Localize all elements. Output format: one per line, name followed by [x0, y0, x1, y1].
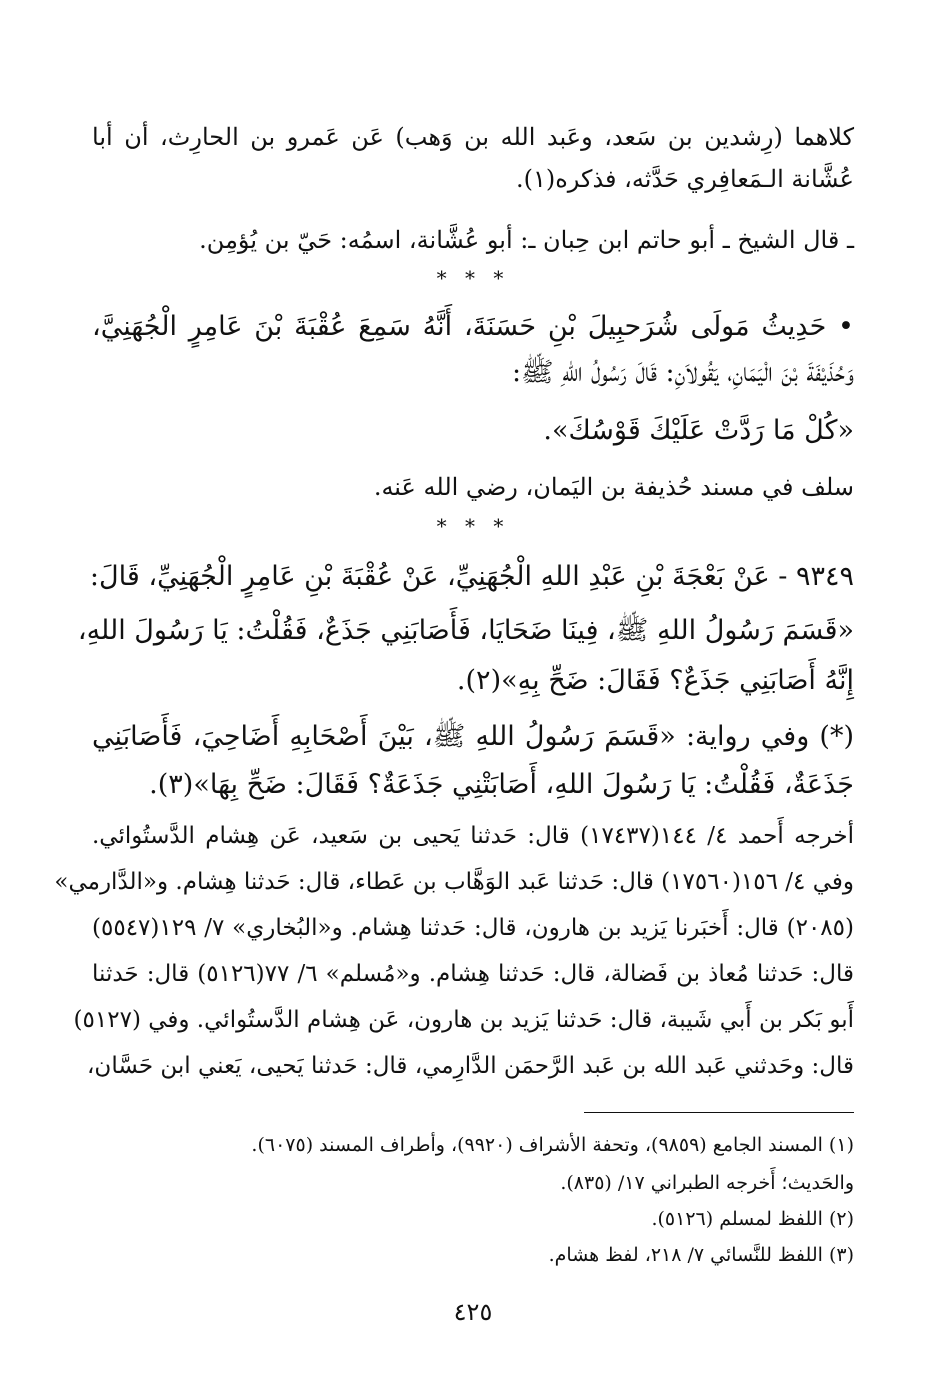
hadith-a-line-2: وَحُذَيْفَةَ بْنَ الْيَمَانِ، يَقُولاَنِ: قَالَ رَسُولُ اللهِ ﷺ:: [511, 357, 854, 388]
page-number: ٤٢٥: [453, 1298, 493, 1326]
intro-line-3: ـ قال الشيخ ـ أبو حاتم ابن حِبان ـ: أبو عُشَّانة، اسمُه: حَيّ بن يُؤمِن.: [199, 226, 854, 254]
hadith-b-line-1: ٩٣٤٩ - عَنْ بَعْجَةَ بْنِ عَبْدِ اللهِ الْجُهَنِيِّ، عَنْ عُقْبَةَ بْنِ عَامِرٍ الْجُهَنِيِّ، قَالَ:: [89, 561, 854, 592]
hadith-a-line-3: «كُلْ مَا رَدَّتْ عَلَيْكَ قَوْسُكَ».: [543, 415, 854, 446]
hadith-a-line-4: سلف في مسند حُذيفة بن اليَمان، رضي الله عَنه.: [373, 473, 854, 501]
takhrij-line-4: قال: حَدثنا مُعاذ بن فَضالة، قال: حَدثنا هِشام. و«مُسلم» ٦/ ٧٧(٥١٢٦) قال: حَدثنا: [92, 961, 855, 987]
hadith-b-line-2: «قَسَمَ رَسُولُ اللهِ ﷺ، فِينَا ضَحَايَا، فَأَصَابَنِي جَذَعٌ، فَقُلْتُ: يَا رَسُولَ اللهِ،: [77, 615, 854, 646]
footnote-1: (١) المسند الجامع (٩٨٥٩)، وتحفة الأشراف (٩٩٢٠)، وأطراف المسند (٦٠٧٥).: [251, 1134, 854, 1156]
takhrij-line-6: قال: وحَدثني عَبد الله بن عَبد الرَّحمَن الدَّارِمي، قال: حَدثنا يَحيى، يَعني ابن حَسَّان،: [87, 1053, 854, 1079]
takhrij-line-1: أخرجه أَحمد ٤/ ١٤٤(١٧٤٣٧) قال: حَدثنا يَحيى بن سَعيد، عَن هِشام الدَّستُوائي.: [92, 823, 854, 849]
hadith-b-line-4: (*) وفي رواية: «قَسَمَ رَسُولُ اللهِ ﷺ، بَيْنَ أَصْحَابِهِ أَضَاحِيَ، فَأَصَابَنِي: [92, 721, 854, 752]
hadith-a-line-1: • حَدِيثُ مَولَى شُرَحبِيلَ بْنِ حَسَنَةَ، أَنَّهُ سَمِعَ عُقْبَةَ بْنَ عَامِرٍ الْجُهَنِيَّ،: [92, 311, 854, 342]
footnote-rule: [584, 1112, 854, 1113]
separator-stars-2: * * *: [436, 514, 510, 538]
takhrij-line-5: أَبو بَكر بن أَبي شَيبة، قال: حَدثنا يَزيد بن هارون، عَن هِشام الدَّستُوائي. وفي (٥١٢٧): [73, 1007, 854, 1033]
footnote-3: (٣) اللفظ للنَّسائي ٧/ ٢١٨، لفظ هشام.: [548, 1244, 854, 1266]
intro-line-2: عُشَّانة الـمَعافِري حَدَّثه، فذكره(١).: [515, 165, 854, 193]
hadith-b-line-5: جَذَعَةٌ، فَقُلْتُ: يَا رَسُولَ اللهِ، أَصَابَتْنِي جَذَعَةٌ؟ فَقَالَ: ضَحِّ بِهَا»(٣).: [149, 769, 854, 800]
footnote-1-continued: والحَديث؛ أَخرجه الطبراني ١٧/ (٨٣٥).: [560, 1172, 854, 1194]
intro-line-1: كلاهما (رِشدين بن سَعد، وعَبد الله بن وَهب) عَن عَمرو بن الحارِث، أن أبا: [92, 123, 854, 151]
takhrij-line-3: (٢٠٨٥) قال: أَخبَرنا يَزيد بن هارون، قال: حَدثنا هِشام. و«البُخاري» ٧/ ١٢٩(٥٥٤٧): [92, 915, 854, 941]
footnote-2: (٢) اللفظ لمسلم (٥١٢٦).: [651, 1208, 854, 1230]
separator-stars: * * *: [436, 266, 510, 290]
takhrij-line-2: وفي ٤/ ١٥٦(١٧٥٦٠) قال: حَدثنا عَبد الوَهَّاب بن عَطاء، قال: حَدثنا هِشام. و«الدَّارمي»: [54, 869, 854, 895]
hadith-b-line-3: إِنَّهُ أَصَابَنِي جَذَعٌ؟ فَقَالَ: ضَحِّ بِهِ»(٢).: [456, 665, 854, 696]
